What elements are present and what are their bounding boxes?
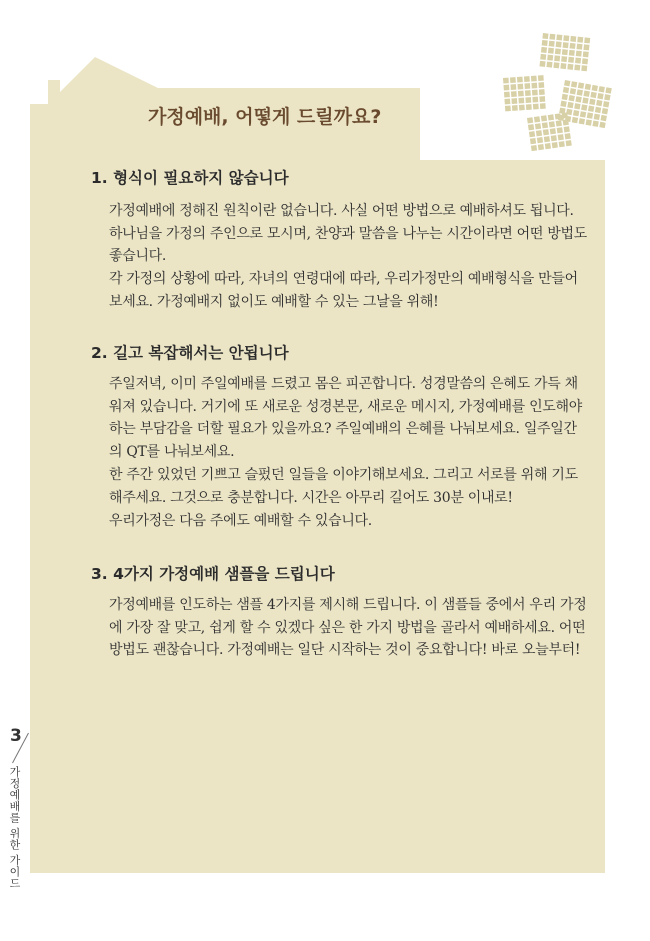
decoration-dot (549, 121, 555, 127)
decoration-dot (549, 41, 555, 47)
decoration-dot (592, 121, 598, 127)
decoration-dot (539, 61, 545, 67)
decoration-dot (554, 55, 560, 61)
decoration-dot (570, 43, 576, 49)
decoration-dot (580, 111, 586, 117)
decoration-dot (503, 85, 509, 91)
decoration-dot (518, 98, 524, 104)
decoration-dot (581, 65, 587, 71)
decoration-dot (584, 37, 590, 43)
section-heading-2: 2. 길고 복잡해서는 안됩니다 (91, 344, 289, 362)
decoration-dot (535, 123, 541, 129)
decoration-dot (530, 138, 536, 144)
decoration-dot (531, 83, 537, 89)
decoration-dot (574, 103, 580, 109)
section-3-paragraph-1: 가정예배를 인도하는 샘플 4가지를 제시해 드립니다. 이 샘플들 중에서 우리 가정에 가장 잘 맞고, 쉽게 할 수 있겠다 싶은 한 가지 방법을 골라서 예배하세요. 어떤 방법도 괜찮습니다. 가정예배는 일단 시작하는 것이 중요합니다! 바로 오늘부터! (109, 597, 587, 659)
decoration-dot (540, 54, 546, 60)
decoration-dot (504, 92, 510, 98)
decoration-dot (592, 85, 598, 91)
decoration-dot (603, 101, 609, 107)
decoration-dot (582, 58, 588, 64)
decoration-dot (548, 114, 554, 120)
decoration-dot (527, 117, 533, 123)
decoration-dot (557, 127, 563, 133)
decoration-dot (558, 134, 564, 140)
decoration-dot (544, 136, 550, 142)
decoration-dot (512, 105, 518, 111)
decoration-dot (577, 37, 583, 43)
section-1-paragraph-1: 가정예배에 정해진 원칙이란 없습니다. 사실 어떤 방법으로 예배하셔도 됩니다. 하나님을 가정의 주인으로 모시며, 찬양과 말씀을 나누는 시간이라면 어떤 방법도 좋습니다. (109, 203, 587, 265)
decoration-dot (529, 131, 535, 137)
decoration-dot (560, 101, 566, 107)
decoration-dot (584, 91, 590, 97)
decoration-dot (510, 77, 516, 83)
page-number: 3 (10, 726, 22, 746)
decoration-dot (589, 99, 595, 105)
decoration-dot (576, 51, 582, 57)
decoration-dot (545, 143, 551, 149)
decoration-dot (563, 42, 569, 48)
decoration-dot (511, 98, 517, 104)
decoration-dot (565, 133, 571, 139)
section-1-paragraph-2: 각 가정의 상황에 따라, 자녀의 연령대에 따라, 우리가정만의 예배형식을 만들어 보세요. 가정예배지 없이도 예배할 수 있는 그날을 위해! (109, 271, 578, 310)
decoration-dot (541, 47, 547, 53)
decoration-dot (567, 64, 573, 70)
decoration-dot (531, 76, 537, 82)
decoration-dot (550, 128, 556, 134)
decoration-dot (582, 97, 588, 103)
decoration-dot (567, 102, 573, 108)
section-2-paragraph-1: 주일저녁, 이미 주일예배를 드렸고 몸은 피곤합니다. 성경말씀의 은혜도 가득 채워져 있습니다. 거기에 또 새로운 성경본문, 새로운 메시지, 가정예배를 인도해야 하는 부담감을 더할 필요가 있을까요? 주일예배의 은혜를 나눠보세요. 일주일간의 QT를 나눠보세요. (109, 376, 582, 461)
decoration-dot (575, 96, 581, 102)
decoration-dot (571, 81, 577, 87)
decoration-dot (534, 116, 540, 122)
section-heading-3: 3. 4가지 가정예배 샘플을 드립니다 (91, 565, 335, 583)
decoration-dot (533, 104, 539, 110)
decoration-dot (537, 137, 543, 143)
section-2-paragraph-2: 한 주간 있었던 기쁘고 슬펐던 일들을 이야기해보세요. 그리고 서로를 위해 기도해주세요. 그것으로 충분합니다. 시간은 아무리 길어도 30분 이내로! (109, 467, 578, 506)
decoration-dot (524, 83, 530, 89)
decoration-dot (542, 122, 548, 128)
decoration-dot (581, 104, 587, 110)
decoration-dot (539, 96, 545, 102)
decoration-dot (532, 97, 538, 103)
decoration-dot (570, 36, 576, 42)
decoration-dot (587, 112, 593, 118)
decoration-dot (536, 130, 542, 136)
decoration-dot (585, 84, 591, 90)
decoration-dot (575, 58, 581, 64)
decoration-dot (577, 44, 583, 50)
decoration-dot (555, 113, 561, 119)
decoration-dot (590, 92, 596, 98)
decoration-dot (551, 135, 557, 141)
decoration-dot (568, 57, 574, 63)
decoration-dot (569, 50, 575, 56)
decoration-dot (605, 87, 611, 93)
decoration-dot (526, 104, 532, 110)
decoration-dot (559, 141, 565, 147)
decoration-dot (528, 124, 534, 130)
section-2-paragraph-3: 우리가정은 다음 주에도 예배할 수 있습니다. (109, 513, 372, 529)
decoration-dot (564, 126, 570, 132)
decoration-dot (562, 112, 568, 118)
decoration-dot (524, 76, 530, 82)
decoration-dot (602, 108, 608, 114)
guide-title-vertical: 가정예배를 위한 가이드 (8, 766, 21, 889)
decoration-dot (556, 41, 562, 47)
decoration-dot (525, 97, 531, 103)
decoration-dot (519, 105, 525, 111)
page-title: 가정예배, 어떻게 드릴까요? (148, 106, 382, 128)
decoration-dot (552, 142, 558, 148)
decoration-dot (574, 65, 580, 71)
decoration-dot (569, 95, 575, 101)
decoration-dot (556, 34, 562, 40)
decoration-dot (548, 48, 554, 54)
decoration-dot (595, 107, 601, 113)
decoration-dot (604, 94, 610, 100)
decoration-dot (599, 86, 605, 92)
decoration-dot (561, 56, 567, 62)
decoration-dot (578, 82, 584, 88)
decoration-dot (583, 44, 589, 50)
decoration-dot (547, 55, 553, 61)
decoration-dot (563, 35, 569, 41)
dot-tile-decoration (503, 33, 612, 151)
decoration-dot (599, 122, 605, 128)
decoration-dot (540, 103, 546, 109)
decoration-dot (518, 91, 524, 97)
decoration-dot (601, 115, 607, 121)
decoration-dot (594, 114, 600, 120)
decoration-dot (563, 119, 569, 125)
decoration-dot (556, 120, 562, 126)
decoration-dot (546, 62, 552, 68)
decoration-dot (563, 87, 569, 93)
decoration-dot (577, 89, 583, 95)
decoration-dot (517, 77, 523, 83)
decoration-dot (538, 75, 544, 81)
decoration-dot (553, 62, 559, 68)
decoration-dot (542, 40, 548, 46)
decoration-dot (570, 88, 576, 94)
decoration-dot (562, 49, 568, 55)
decoration-dot (562, 94, 568, 100)
decoration-dot (573, 110, 579, 116)
decoration-dot (541, 115, 547, 121)
decoration-dot (572, 117, 578, 123)
decoration-dot (555, 48, 561, 54)
decoration-dot (538, 144, 544, 150)
section-heading-1: 1. 형식이 필요하지 않습니다 (91, 169, 289, 187)
decoration-dot (511, 91, 517, 97)
decoration-dot (504, 99, 510, 105)
decoration-dot (549, 34, 555, 40)
decoration-dot (566, 140, 572, 146)
decoration-dot (503, 78, 509, 84)
decoration-dot (596, 100, 602, 106)
decoration-dot (543, 129, 549, 135)
decoration-dot (586, 119, 592, 125)
decoration-dot (532, 90, 538, 96)
decoration-dot (542, 33, 548, 39)
decoration-dot (539, 89, 545, 95)
decoration-dot (564, 80, 570, 86)
decoration-dot (510, 84, 516, 90)
decoration-dot (560, 63, 566, 69)
decoration-dot (531, 145, 537, 151)
decoration-dot (525, 90, 531, 96)
decoration-dot (597, 93, 603, 99)
decoration-dot (588, 106, 594, 112)
decoration-dot (517, 84, 523, 90)
decoration-dot (579, 118, 585, 124)
decoration-dot (505, 106, 511, 112)
decoration-dot (538, 82, 544, 88)
decoration-dot (583, 51, 589, 57)
